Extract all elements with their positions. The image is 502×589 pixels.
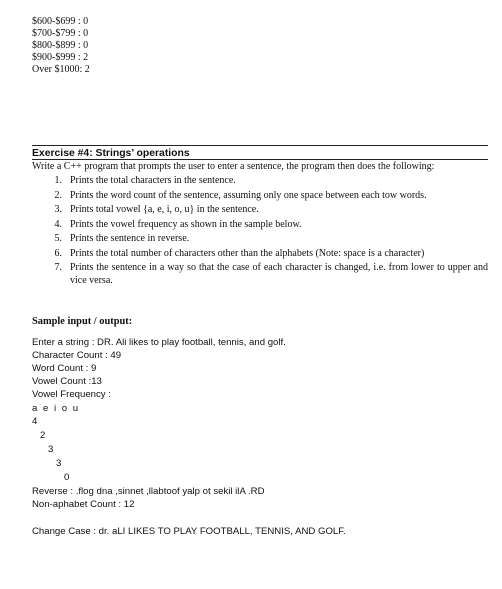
list-item	[32, 261, 488, 287]
sample-output-line: Word Count : 9	[32, 363, 97, 374]
sample-output-line: Character Count : 49	[32, 350, 122, 361]
list-item	[32, 203, 488, 216]
exercise-title: Exercise #4: Strings’ operations	[32, 145, 488, 160]
step-number: 2.	[54, 189, 62, 201]
list-item	[32, 218, 488, 231]
step-number: 3.	[54, 204, 62, 215]
step-text: Prints the word count of the sentence, assuming only one space between each tow words.	[70, 189, 427, 201]
list-item	[32, 174, 488, 187]
step-number: 1.	[54, 175, 62, 186]
step-text: Prints the total number of characters other than the alphabets (Note: space is a character)	[70, 247, 425, 259]
step-text: Prints the vowel frequency as shown in the sample below.	[70, 218, 302, 230]
list-item	[32, 232, 488, 245]
price-range-list	[32, 16, 90, 76]
vowel-frequency-value: 2	[40, 430, 46, 441]
vowel-frequency-value: 0	[64, 472, 70, 483]
list-item	[32, 189, 488, 202]
step-number: 5.	[54, 233, 62, 244]
sample-output-line: Enter a string : DR. Ali likes to play football, tennis, and golf.	[32, 337, 286, 348]
step-number: 6.	[54, 247, 62, 259]
sample-output-line: Non-aphabet Count : 12	[32, 499, 135, 510]
vowel-frequency-value: 3	[48, 444, 54, 455]
vowel-header-line: a e i o u	[32, 403, 80, 414]
step-text: Prints the total characters in the sentence.	[70, 175, 236, 186]
step-text: Prints the sentence in reverse.	[70, 233, 190, 244]
sample-output-line: Change Case : dr. aLI LIKES TO PLAY FOOTBALL, TENNIS, AND GOLF.	[32, 526, 346, 537]
price-range-line: $800-$899 : 0	[32, 40, 89, 51]
vowel-frequency-value: 3	[56, 458, 62, 469]
step-number: 4.	[54, 218, 62, 230]
price-range-line: Over $1000: 2	[32, 64, 90, 75]
vowel-frequency-value: 4	[32, 416, 38, 427]
step-number: 7.	[54, 262, 62, 273]
sample-output-line: Vowel Count :13	[32, 376, 102, 387]
sample-heading: Sample input / output:	[32, 316, 133, 327]
price-range-line: $900-$999 : 2	[32, 52, 89, 63]
step-text: Prints total vowel {a, e, i, o, u} in the sentence.	[70, 204, 259, 215]
step-text: Prints the sentence in a way so that the case of each character is changed, i.e. from lower to upper and vice versa.	[70, 262, 488, 286]
sample-output-line: Reverse : .flog dna ,sinnet ,llabtoof yalp ot sekil ilA .RD	[32, 486, 265, 497]
exercise-steps-list	[32, 174, 488, 289]
price-range-line: $700-$799 : 0	[32, 28, 89, 39]
exercise-intro: Write a C++ program that prompts the user to enter a sentence, the program then does the following:	[32, 161, 435, 172]
sample-output-line: Vowel Frequency :	[32, 389, 111, 400]
price-range-line: $600-$699 : 0	[32, 16, 89, 27]
list-item	[32, 247, 488, 260]
